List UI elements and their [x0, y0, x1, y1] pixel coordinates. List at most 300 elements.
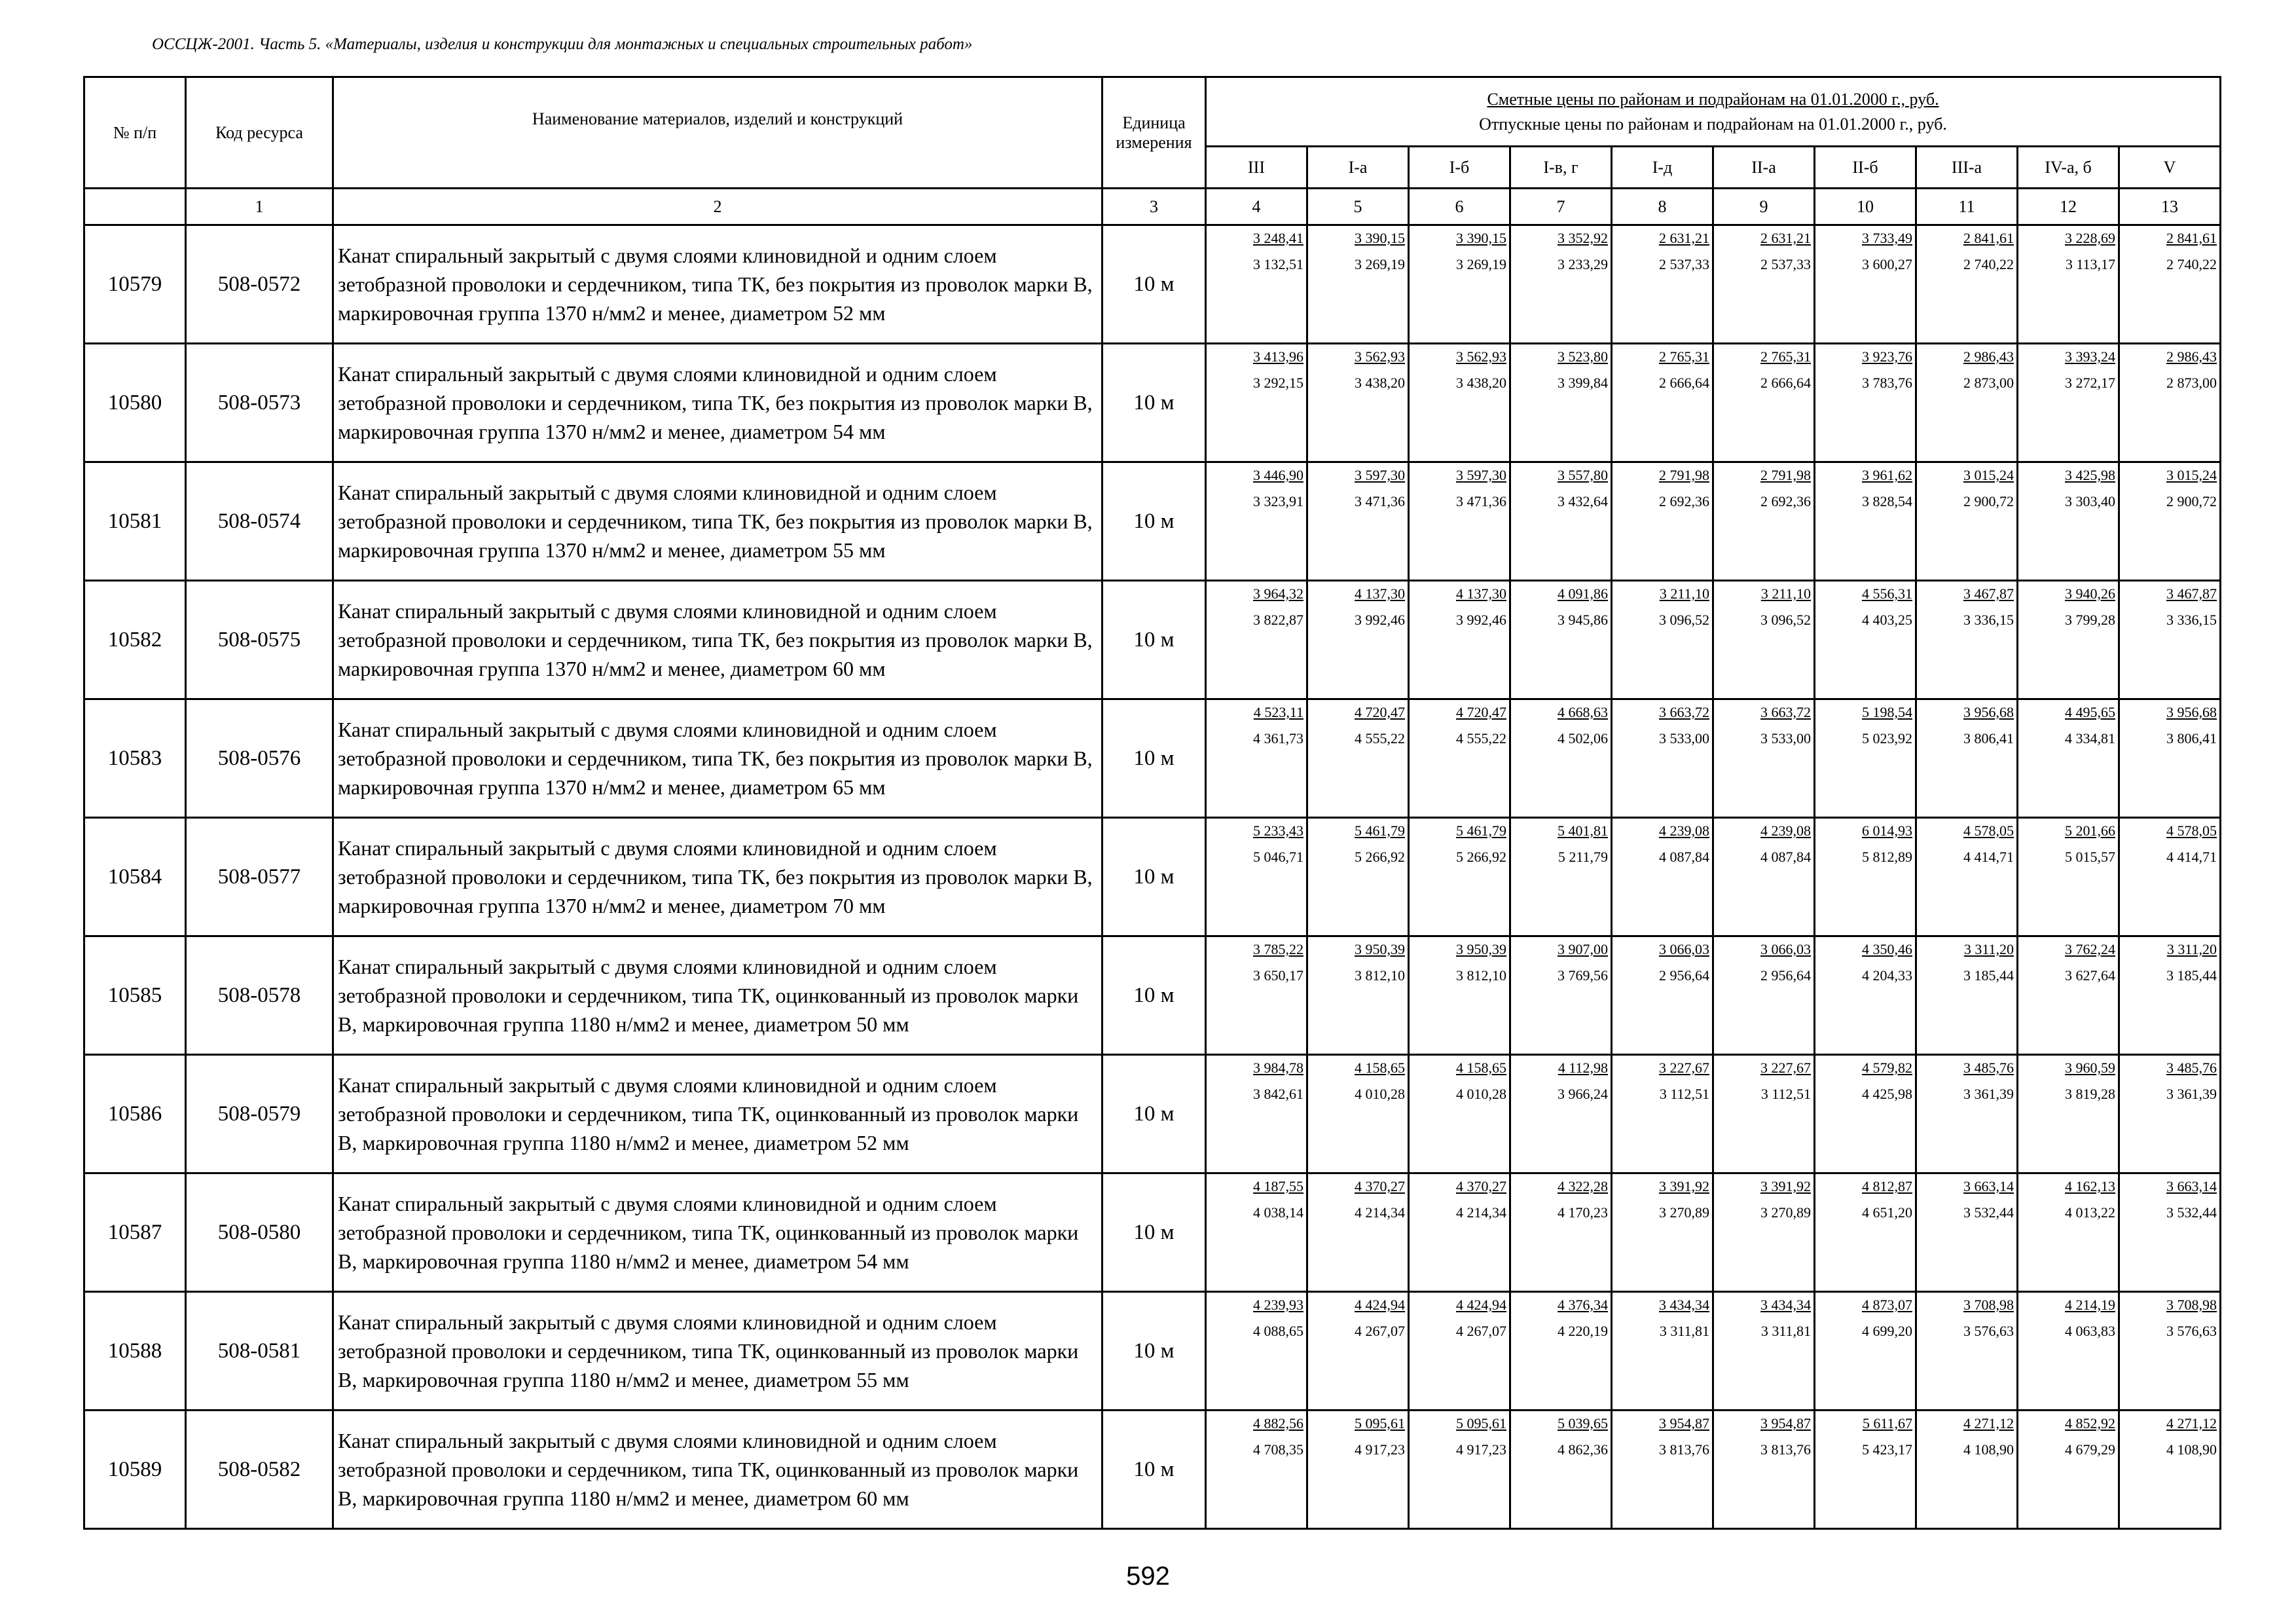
estimate-price: 4 214,19 — [2065, 1297, 2115, 1313]
estimate-price: 2 841,61 — [2166, 230, 2217, 246]
estimate-price: 3 248,41 — [1253, 230, 1303, 246]
estimate-price: 3 228,69 — [2065, 230, 2115, 246]
column-number: 3 — [1102, 189, 1206, 225]
prices-estimate-label: Сметные цены по районам и подрайонам на 01.01.2000 г., руб. — [1487, 89, 1939, 109]
estimate-price: 3 557,80 — [1558, 467, 1608, 483]
release-price: 4 862,36 — [1558, 1441, 1608, 1458]
release-price: 3 336,15 — [1963, 612, 2014, 628]
release-price: 3 438,20 — [1355, 375, 1405, 391]
price-cell — [2018, 344, 2119, 462]
release-price: 2 873,00 — [1963, 375, 2014, 391]
estimate-price: 3 390,15 — [1355, 230, 1405, 246]
estimate-price: 4 370,27 — [1355, 1178, 1405, 1194]
price-cell — [1510, 818, 1612, 936]
estimate-price: 5 401,81 — [1558, 822, 1608, 839]
price-cell — [1307, 1055, 1409, 1173]
price-cell — [1510, 581, 1612, 699]
column-number: 13 — [2119, 189, 2221, 225]
material-name-cell: Канат спиральный закрытый с двумя слоями клиновидной и одним слоем зетобразной проволоки и сердечником, типа ТК, без покрытия из проволок марки В, маркировочная группа 1370 н/мм2 и менее, диаметром 65 мм — [333, 699, 1102, 818]
release-price: 3 769,56 — [1558, 967, 1608, 984]
price-cell — [1713, 699, 1815, 818]
estimate-price: 3 663,72 — [1659, 704, 1709, 720]
estimate-price: 3 467,87 — [1963, 585, 2014, 602]
column-number: 5 — [1307, 189, 1409, 225]
price-cell — [1713, 818, 1815, 936]
estimate-price: 3 311,20 — [2166, 941, 2217, 957]
estimate-price: 2 791,98 — [1760, 467, 1811, 483]
release-price: 2 900,72 — [1963, 493, 2014, 509]
price-cell — [2119, 936, 2221, 1055]
release-price: 3 533,00 — [1760, 730, 1811, 747]
price-cell — [1916, 462, 2018, 581]
release-price: 3 819,28 — [2065, 1086, 2115, 1102]
release-price: 4 708,35 — [1253, 1441, 1303, 1458]
release-price: 4 038,14 — [1253, 1204, 1303, 1221]
estimate-price: 3 311,20 — [1963, 941, 2014, 957]
estimate-price: 4 271,12 — [2166, 1415, 2217, 1431]
release-price: 2 900,72 — [2166, 493, 2217, 509]
release-price: 3 533,00 — [1659, 730, 1709, 747]
price-cell — [1206, 581, 1307, 699]
estimate-price: 3 940,26 — [2065, 585, 2115, 602]
price-cell — [1307, 699, 1409, 818]
price-cell — [2018, 581, 2119, 699]
release-price: 3 361,39 — [1963, 1086, 2014, 1102]
price-cell — [1510, 462, 1612, 581]
price-cell — [1307, 344, 1409, 462]
release-price: 2 692,36 — [1659, 493, 1709, 509]
release-price: 3 576,63 — [2166, 1323, 2217, 1339]
release-price: 3 132,51 — [1253, 256, 1303, 272]
price-cell — [1916, 581, 2018, 699]
release-price: 2 537,33 — [1760, 256, 1811, 272]
estimate-price: 3 467,87 — [2166, 585, 2217, 602]
release-price: 3 292,15 — [1253, 375, 1303, 391]
release-price: 3 842,61 — [1253, 1086, 1303, 1102]
release-price: 3 233,29 — [1558, 256, 1608, 272]
estimate-price: 4 137,30 — [1355, 585, 1405, 602]
price-cell — [2119, 1292, 2221, 1411]
release-price: 4 204,33 — [1862, 967, 1912, 984]
estimate-price: 5 039,65 — [1558, 1415, 1608, 1431]
table-row — [84, 462, 2221, 581]
release-price: 3 576,63 — [1963, 1323, 2014, 1339]
price-cell — [1713, 225, 1815, 344]
release-price: 3 323,91 — [1253, 493, 1303, 509]
release-price: 4 679,29 — [2065, 1441, 2115, 1458]
price-cell — [1815, 818, 1916, 936]
estimate-price: 5 095,61 — [1355, 1415, 1405, 1431]
estimate-price: 3 762,24 — [2065, 941, 2115, 957]
resource-code-cell: 508-0572 — [186, 225, 333, 344]
release-price: 3 361,39 — [2166, 1086, 2217, 1102]
release-price: 3 113,17 — [2065, 256, 2115, 272]
release-price: 4 555,22 — [1355, 730, 1405, 747]
estimate-price: 3 961,62 — [1862, 467, 1912, 483]
release-price: 4 088,65 — [1253, 1323, 1303, 1339]
release-price: 5 046,71 — [1253, 849, 1303, 865]
price-cell — [1916, 1173, 2018, 1292]
estimate-price: 4 882,56 — [1253, 1415, 1303, 1431]
release-price: 3 270,89 — [1659, 1204, 1709, 1221]
price-cell — [1612, 225, 1713, 344]
estimate-price: 3 907,00 — [1558, 941, 1608, 957]
estimate-price: 3 950,39 — [1355, 941, 1405, 957]
unit-cell: 10 м — [1102, 1055, 1206, 1173]
estimate-price: 3 413,96 — [1253, 348, 1303, 365]
release-price: 2 692,36 — [1760, 493, 1811, 509]
price-cell — [1409, 462, 1510, 581]
row-number-cell: 10584 — [84, 818, 186, 936]
row-number-cell: 10580 — [84, 344, 186, 462]
estimate-price: 3 211,10 — [1760, 585, 1811, 602]
price-cell — [1510, 936, 1612, 1055]
estimate-price: 3 227,67 — [1760, 1060, 1811, 1076]
price-cell — [1307, 1173, 1409, 1292]
release-price: 2 666,64 — [1760, 375, 1811, 391]
estimate-price: 3 785,22 — [1253, 941, 1303, 957]
price-cell — [1206, 1292, 1307, 1411]
price-cell — [1206, 462, 1307, 581]
estimate-price: 4 556,31 — [1862, 585, 1912, 602]
estimate-price: 4 873,07 — [1862, 1297, 1912, 1313]
release-price: 4 414,71 — [2166, 849, 2217, 865]
row-number-cell: 10582 — [84, 581, 186, 699]
release-price: 3 600,27 — [1862, 256, 1912, 272]
price-cell — [1916, 699, 2018, 818]
release-price: 3 532,44 — [1963, 1204, 2014, 1221]
material-name-cell: Канат спиральный закрытый с двумя слоями клиновидной и одним слоем зетобразной проволоки и сердечником, типа ТК, оцинкованный из проволок марки В, маркировочная группа 1180 н/мм2 и менее, диаметром 54 мм — [333, 1173, 1102, 1292]
release-price: 3 185,44 — [2166, 967, 2217, 984]
resource-code-cell: 508-0581 — [186, 1292, 333, 1411]
estimate-price: 5 461,79 — [1456, 822, 1506, 839]
estimate-price: 4 271,12 — [1963, 1415, 2014, 1431]
price-cell — [2018, 1173, 2119, 1292]
release-price: 3 399,84 — [1558, 375, 1608, 391]
price-cell — [2018, 936, 2119, 1055]
estimate-price: 3 434,34 — [1760, 1297, 1811, 1313]
release-price: 3 783,76 — [1862, 375, 1912, 391]
material-name-cell: Канат спиральный закрытый с двумя слоями клиновидной и одним слоем зетобразной проволоки и сердечником, типа ТК, оцинкованный из проволок марки В, маркировочная группа 1180 н/мм2 и менее, диаметром 52 мм — [333, 1055, 1102, 1173]
resource-code-cell: 508-0579 — [186, 1055, 333, 1173]
release-price: 4 267,07 — [1456, 1323, 1506, 1339]
estimate-price: 3 954,87 — [1659, 1415, 1709, 1431]
release-price: 3 311,81 — [1659, 1323, 1709, 1339]
release-price: 4 917,23 — [1355, 1441, 1405, 1458]
price-cell — [1307, 225, 1409, 344]
estimate-price: 4 137,30 — [1456, 585, 1506, 602]
estimate-price: 2 631,21 — [1659, 230, 1709, 246]
release-price: 4 214,34 — [1456, 1204, 1506, 1221]
release-price: 4 651,20 — [1862, 1204, 1912, 1221]
column-number: 9 — [1713, 189, 1815, 225]
price-cell — [1409, 1411, 1510, 1529]
release-price: 3 112,51 — [1659, 1086, 1709, 1102]
price-cell — [2119, 462, 2221, 581]
estimate-price: 3 066,03 — [1760, 941, 1811, 957]
column-number — [84, 189, 186, 225]
release-price: 3 627,64 — [2065, 967, 2115, 984]
price-cell — [1713, 1173, 1815, 1292]
price-cell — [1206, 1173, 1307, 1292]
price-cell — [1307, 581, 1409, 699]
estimate-price: 4 239,08 — [1760, 822, 1811, 839]
estimate-price: 3 663,72 — [1760, 704, 1811, 720]
price-cell — [1510, 344, 1612, 462]
price-cell — [1612, 1411, 1713, 1529]
estimate-price: 3 733,49 — [1862, 230, 1912, 246]
row-number-cell: 10588 — [84, 1292, 186, 1411]
release-price: 3 532,44 — [2166, 1204, 2217, 1221]
release-price: 3 650,17 — [1253, 967, 1303, 984]
price-cell — [1307, 818, 1409, 936]
price-cell — [1916, 1292, 2018, 1411]
estimate-price: 4 523,11 — [1253, 704, 1303, 720]
material-name-cell: Канат спиральный закрытый с двумя слоями клиновидной и одним слоем зетобразной проволоки и сердечником, типа ТК, оцинкованный из проволок марки В, маркировочная группа 1180 н/мм2 и менее, диаметром 60 мм — [333, 1411, 1102, 1529]
estimate-price: 3 562,93 — [1456, 348, 1506, 365]
estimate-price: 3 960,59 — [2065, 1060, 2115, 1076]
release-price: 3 992,46 — [1456, 612, 1506, 628]
release-price: 3 272,17 — [2065, 375, 2115, 391]
table-row — [84, 581, 2221, 699]
price-cell — [1206, 344, 1307, 462]
release-price: 3 806,41 — [1963, 730, 2014, 747]
price-cell — [2018, 1411, 2119, 1529]
row-number-cell: 10589 — [84, 1411, 186, 1529]
table-row — [84, 818, 2221, 936]
estimate-price: 4 852,92 — [2065, 1415, 2115, 1431]
estimate-price: 4 091,86 — [1558, 585, 1608, 602]
price-cell — [2119, 225, 2221, 344]
price-cell — [1510, 699, 1612, 818]
price-cell — [1612, 1292, 1713, 1411]
unit-cell: 10 м — [1102, 936, 1206, 1055]
release-price: 3 812,10 — [1456, 967, 1506, 984]
price-cell — [1409, 1055, 1510, 1173]
resource-code-cell: 508-0575 — [186, 581, 333, 699]
release-price: 3 813,76 — [1760, 1441, 1811, 1458]
resource-code-cell: 508-0582 — [186, 1411, 333, 1529]
estimate-price: 3 663,14 — [2166, 1178, 2217, 1194]
estimate-price: 4 350,46 — [1862, 941, 1912, 957]
estimate-price: 4 424,94 — [1456, 1297, 1506, 1313]
price-cell — [1612, 581, 1713, 699]
region-header: I-а — [1307, 147, 1409, 189]
estimate-price: 2 765,31 — [1659, 348, 1709, 365]
release-price: 3 822,87 — [1253, 612, 1303, 628]
estimate-price: 5 201,66 — [2065, 822, 2115, 839]
unit-cell: 10 м — [1102, 581, 1206, 699]
price-cell — [1713, 1055, 1815, 1173]
estimate-price: 5 233,43 — [1253, 822, 1303, 839]
resource-code-cell: 508-0577 — [186, 818, 333, 936]
estimate-price: 3 485,76 — [2166, 1060, 2217, 1076]
release-price: 4 334,81 — [2065, 730, 2115, 747]
release-price: 3 471,36 — [1456, 493, 1506, 509]
release-price: 3 336,15 — [2166, 612, 2217, 628]
price-cell — [1206, 818, 1307, 936]
release-price: 4 010,28 — [1355, 1086, 1405, 1102]
price-cell — [1612, 1173, 1713, 1292]
release-price: 4 425,98 — [1862, 1086, 1912, 1102]
estimate-price: 4 239,08 — [1659, 822, 1709, 839]
estimate-price: 4 578,05 — [1963, 822, 2014, 839]
estimate-price: 2 631,21 — [1760, 230, 1811, 246]
estimate-price: 3 066,03 — [1659, 941, 1709, 957]
unit-cell: 10 м — [1102, 818, 1206, 936]
price-cell — [1815, 699, 1916, 818]
row-number-cell: 10586 — [84, 1055, 186, 1173]
material-name-cell: Канат спиральный закрытый с двумя слоями клиновидной и одним слоем зетобразной проволоки и сердечником, типа ТК, без покрытия из проволок марки В, маркировочная группа 1370 н/мм2 и менее, диаметром 54 мм — [333, 344, 1102, 462]
price-cell — [1409, 699, 1510, 818]
release-price: 3 311,81 — [1760, 1323, 1811, 1339]
estimate-price: 2 841,61 — [1963, 230, 2014, 246]
price-cell — [1409, 344, 1510, 462]
price-cell — [1206, 936, 1307, 1055]
row-number-cell: 10587 — [84, 1173, 186, 1292]
estimate-price: 3 663,14 — [1963, 1178, 2014, 1194]
table-row — [84, 1173, 2221, 1292]
price-cell — [2018, 225, 2119, 344]
estimate-price: 3 597,30 — [1355, 467, 1405, 483]
material-name-cell: Канат спиральный закрытый с двумя слоями клиновидной и одним слоем зетобразной проволоки и сердечником, типа ТК, без покрытия из проволок марки В, маркировочная группа 1370 н/мм2 и менее, диаметром 60 мм — [333, 581, 1102, 699]
estimate-price: 3 434,34 — [1659, 1297, 1709, 1313]
estimate-price: 3 227,67 — [1659, 1060, 1709, 1076]
estimate-price: 3 923,76 — [1862, 348, 1912, 365]
page-number: 592 — [1126, 1562, 1170, 1591]
price-cell — [1510, 1411, 1612, 1529]
release-price: 3 828,54 — [1862, 493, 1912, 509]
release-price: 5 211,79 — [1558, 849, 1608, 865]
release-price: 4 555,22 — [1456, 730, 1506, 747]
col-header-prices — [1206, 77, 2221, 147]
unit-cell: 10 м — [1102, 699, 1206, 818]
price-cell — [1612, 936, 1713, 1055]
price-cell — [1510, 225, 1612, 344]
price-cell — [1713, 1411, 1815, 1529]
estimate-price: 4 579,82 — [1862, 1060, 1912, 1076]
price-cell — [1815, 581, 1916, 699]
price-cell — [1815, 1173, 1916, 1292]
release-price: 4 502,06 — [1558, 730, 1608, 747]
release-price: 4 220,19 — [1558, 1323, 1608, 1339]
price-cell — [1409, 1173, 1510, 1292]
estimate-price: 5 095,61 — [1456, 1415, 1506, 1431]
resource-code-cell: 508-0576 — [186, 699, 333, 818]
release-price: 4 403,25 — [1862, 612, 1912, 628]
table-row — [84, 225, 2221, 344]
release-price: 3 269,19 — [1355, 256, 1405, 272]
price-cell — [1612, 462, 1713, 581]
row-number-cell: 10583 — [84, 699, 186, 818]
estimate-price: 3 950,39 — [1456, 941, 1506, 957]
estimate-price: 3 523,80 — [1558, 348, 1608, 365]
release-price: 4 361,73 — [1253, 730, 1303, 747]
price-cell — [2119, 1411, 2221, 1529]
release-price: 5 266,92 — [1355, 849, 1405, 865]
estimate-price: 4 376,34 — [1558, 1297, 1608, 1313]
release-price: 3 303,40 — [2065, 493, 2115, 509]
price-cell — [1409, 818, 1510, 936]
release-price: 2 873,00 — [2166, 375, 2217, 391]
column-number: 7 — [1510, 189, 1612, 225]
estimate-price: 3 015,24 — [1963, 467, 2014, 483]
release-price: 2 740,22 — [2166, 256, 2217, 272]
estimate-price: 6 014,93 — [1862, 822, 1912, 839]
release-price: 5 015,57 — [2065, 849, 2115, 865]
release-price: 3 269,19 — [1456, 256, 1506, 272]
release-price: 3 185,44 — [1963, 967, 2014, 984]
col-header-name: Наименование материалов, изделий и конструкций — [333, 77, 1102, 189]
resource-code-cell: 508-0574 — [186, 462, 333, 581]
price-cell — [1713, 462, 1815, 581]
table-row — [84, 936, 2221, 1055]
price-cell — [1815, 462, 1916, 581]
release-price: 3 966,24 — [1558, 1086, 1608, 1102]
estimate-price: 5 461,79 — [1355, 822, 1405, 839]
table-row — [84, 699, 2221, 818]
release-price: 3 096,52 — [1760, 612, 1811, 628]
price-cell — [1612, 1055, 1713, 1173]
price-cell — [1815, 344, 1916, 462]
release-price: 3 438,20 — [1456, 375, 1506, 391]
estimate-price: 4 720,47 — [1456, 704, 1506, 720]
estimate-price: 4 158,65 — [1456, 1060, 1506, 1076]
release-price: 5 812,89 — [1862, 849, 1912, 865]
material-name-cell: Канат спиральный закрытый с двумя слоями клиновидной и одним слоем зетобразной проволоки и сердечником, типа ТК, оцинкованный из проволок марки В, маркировочная группа 1180 н/мм2 и менее, диаметром 55 мм — [333, 1292, 1102, 1411]
price-cell — [1713, 936, 1815, 1055]
release-price: 3 945,86 — [1558, 612, 1608, 628]
table-row — [84, 1292, 2221, 1411]
release-price: 4 108,90 — [1963, 1441, 2014, 1458]
price-cell — [2119, 818, 2221, 936]
col-header-unit: Единица измерения — [1102, 77, 1206, 189]
prices-release-label: Отпускные цены по районам и подрайонам на 01.01.2000 г., руб. — [1479, 114, 1947, 134]
unit-cell: 10 м — [1102, 1173, 1206, 1292]
price-cell — [2119, 581, 2221, 699]
price-cell — [1206, 225, 1307, 344]
price-table — [83, 76, 2221, 1530]
price-cell — [1307, 1292, 1409, 1411]
material-name-cell: Канат спиральный закрытый с двумя слоями клиновидной и одним слоем зетобразной проволоки и сердечником, типа ТК, без покрытия из проволок марки В, маркировочная группа 1370 н/мм2 и менее, диаметром 52 мм — [333, 225, 1102, 344]
release-price: 4 170,23 — [1558, 1204, 1608, 1221]
price-cell — [2018, 1055, 2119, 1173]
estimate-price: 4 187,55 — [1253, 1178, 1303, 1194]
release-price: 4 087,84 — [1659, 849, 1709, 865]
material-name-cell: Канат спиральный закрытый с двумя слоями клиновидной и одним слоем зетобразной проволоки и сердечником, типа ТК, без покрытия из проволок марки В, маркировочная группа 1370 н/мм2 и менее, диаметром 70 мм — [333, 818, 1102, 936]
release-price: 3 799,28 — [2065, 612, 2115, 628]
row-number-cell: 10579 — [84, 225, 186, 344]
resource-code-cell: 508-0580 — [186, 1173, 333, 1292]
price-cell — [1916, 818, 2018, 936]
material-name-cell: Канат спиральный закрытый с двумя слоями клиновидной и одним слоем зетобразной проволоки и сердечником, типа ТК, оцинкованный из проволок марки В, маркировочная группа 1180 н/мм2 и менее, диаметром 50 мм — [333, 936, 1102, 1055]
estimate-price: 2 986,43 — [1963, 348, 2014, 365]
estimate-price: 5 198,54 — [1862, 704, 1912, 720]
release-price: 4 214,34 — [1355, 1204, 1405, 1221]
release-price: 4 108,90 — [2166, 1441, 2217, 1458]
estimate-price: 3 708,98 — [2166, 1297, 2217, 1313]
release-price: 4 010,28 — [1456, 1086, 1506, 1102]
release-price: 4 267,07 — [1355, 1323, 1405, 1339]
estimate-price: 3 391,92 — [1659, 1178, 1709, 1194]
price-cell — [1510, 1055, 1612, 1173]
release-price: 3 096,52 — [1659, 612, 1709, 628]
release-price: 2 956,64 — [1760, 967, 1811, 984]
row-number-cell: 10585 — [84, 936, 186, 1055]
resource-code-cell: 508-0573 — [186, 344, 333, 462]
estimate-price: 3 393,24 — [2065, 348, 2115, 365]
unit-cell: 10 м — [1102, 1292, 1206, 1411]
